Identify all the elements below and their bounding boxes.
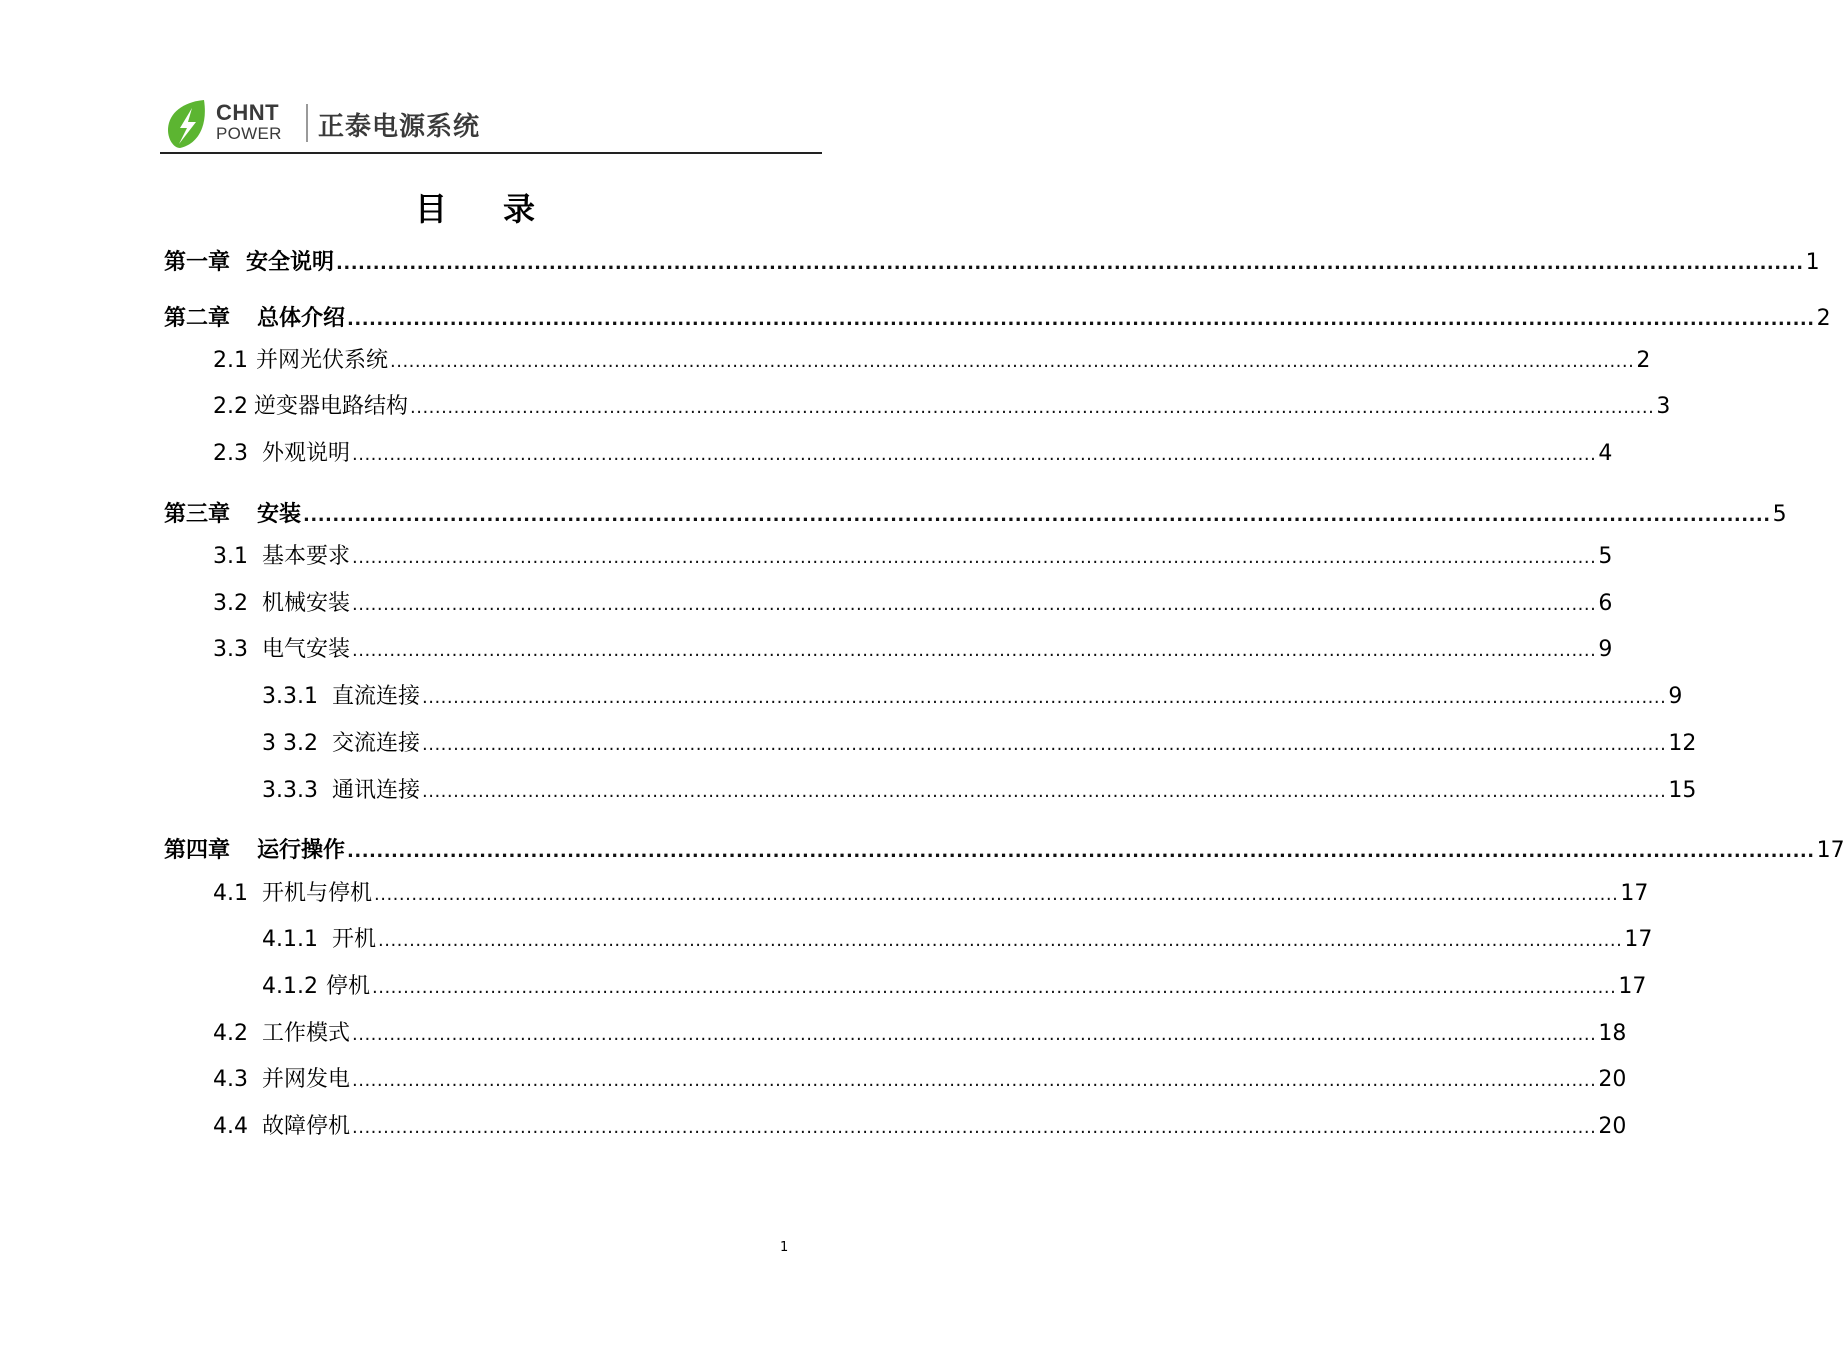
toc-entry-number: 第一章 (164, 250, 231, 275)
toc-entry-number: 4.4 (213, 1114, 248, 1139)
toc-entry-chapter-2[interactable] (164, 304, 1831, 334)
toc-entry-title: 通讯连接 (331, 778, 420, 803)
header-divider (160, 152, 822, 154)
toc-entry-3-3-3[interactable] (262, 776, 1697, 806)
toc-entry-page: 5 (1598, 544, 1613, 569)
toc-entry-page: 18 (1598, 1021, 1627, 1046)
toc-entry-page: 3 (1656, 394, 1671, 419)
toc-entry-4-1-2[interactable] (262, 972, 1647, 1002)
toc-entry-number: 2.2 (213, 394, 248, 419)
toc-entry-chapter-1[interactable] (164, 248, 1820, 278)
brand-name-sub: POWER (216, 124, 282, 143)
toc-entry-2-3[interactable] (213, 439, 1613, 469)
toc-entry-page: 2 (1636, 348, 1651, 373)
toc-entry-title: 基本要求 (262, 544, 351, 569)
toc-leader-dots: ........................................................................................................................................................................................................ (374, 884, 1619, 905)
brand-name-en: CHNT (216, 100, 280, 125)
toc-leader-dots: ........................................................................................................................................................................................................ (352, 640, 1597, 661)
toc-entry-number: 3.1 (213, 544, 248, 569)
toc-entry-number: 3.3.1 (262, 684, 318, 709)
toc-entry-title: 工作模式 (262, 1021, 351, 1046)
toc-entry-number: 第三章 (164, 502, 231, 527)
toc-entry-chapter-4[interactable] (164, 836, 1845, 866)
toc-title (0, 184, 950, 228)
toc-entry-page: 5 (1772, 502, 1787, 527)
toc-entry-title: 停机 (325, 974, 370, 999)
toc-entry-page: 2 (1816, 306, 1831, 331)
toc-leader-dots: ........................................................................................................................................................................................................ (378, 930, 1623, 951)
toc-entry-4-1-1[interactable] (262, 925, 1653, 955)
toc-entry-number: 4.2 (213, 1021, 248, 1046)
toc-leader-dots: ........................................................................................................................................................................................................ (352, 547, 1597, 568)
toc-entry-2-2[interactable] (213, 392, 1671, 422)
toc-entry-3-3-2[interactable] (262, 729, 1697, 759)
toc-entry-title: 安全说明 (246, 250, 335, 275)
toc-entry-number: 4.1.1 (262, 927, 318, 952)
toc-entry-title: 直流连接 (331, 684, 420, 709)
brand-separator (306, 104, 308, 142)
toc-entry-title: 总体介绍 (257, 306, 346, 331)
toc-entry-3-3[interactable] (213, 635, 1613, 665)
toc-leader-dots: ........................................................................................................................................................................................................ (410, 397, 1655, 418)
toc-entry-title: 交流连接 (331, 731, 420, 756)
toc-leader-dots: ........................................................................................................................................................................................................ (347, 841, 1815, 862)
toc-entry-title: 逆变器电路结构 (254, 394, 409, 419)
toc-entry-number: 3.3 (213, 637, 248, 662)
toc-leader-dots: ........................................................................................................................................................................................................ (352, 594, 1597, 615)
toc-leader-dots: ........................................................................................................................................................................................................ (422, 734, 1667, 755)
toc-entry-page: 17 (1618, 974, 1647, 999)
page-number: 1 (780, 1240, 789, 1255)
toc-entry-4-1[interactable] (213, 879, 1649, 909)
toc-entry-title: 运行操作 (257, 838, 346, 863)
toc-entry-title: 并网发电 (262, 1067, 351, 1092)
toc-leader-dots: ........................................................................................................................................................................................................ (422, 687, 1667, 708)
toc-entry-title: 外观说明 (262, 441, 351, 466)
toc-entry-title: 安装 (257, 502, 302, 527)
toc-entry-page: 17 (1620, 881, 1649, 906)
toc-entry-number: 3 3.2 (262, 731, 318, 756)
toc-entry-page: 15 (1668, 778, 1697, 803)
toc-entry-number: 2.3 (213, 441, 248, 466)
toc-entry-title: 开机 (331, 927, 376, 952)
toc-leader-dots: ........................................................................................................................................................................................................ (352, 1070, 1597, 1091)
toc-entry-3-2[interactable] (213, 589, 1613, 619)
toc-entry-page: 4 (1598, 441, 1613, 466)
toc-title-left: 目 (414, 190, 447, 228)
toc-entry-title: 电气安装 (262, 637, 351, 662)
toc-entry-number: 4.1.2 (262, 974, 318, 999)
toc-leader-dots: ........................................................................................................................................................................................................ (352, 1117, 1597, 1138)
toc-entry-title: 并网光伏系统 (256, 348, 389, 373)
toc-leader-dots: ........................................................................................................................................................................................................ (372, 977, 1617, 998)
toc-entry-chapter-3[interactable] (164, 500, 1787, 530)
toc-entry-number: 2.1 (213, 348, 248, 373)
toc-leader-dots: ........................................................................................................................................................................................................ (352, 444, 1597, 465)
brand-name-cn: 正泰电源系统 (318, 112, 481, 142)
toc-entry-page: 20 (1598, 1114, 1627, 1139)
toc-entry-number: 4.1 (213, 881, 248, 906)
toc-entry-page: 12 (1668, 731, 1697, 756)
toc-entry-page: 1 (1805, 250, 1820, 275)
toc-leader-dots: ........................................................................................................................................................................................................ (347, 309, 1815, 330)
leaf-lightning-icon (164, 98, 210, 150)
toc-entry-title: 故障停机 (262, 1114, 351, 1139)
toc-entry-page: 17 (1816, 838, 1845, 863)
toc-entry-title: 开机与停机 (262, 881, 373, 906)
toc-leader-dots: ........................................................................................................................................................................................................ (303, 505, 1771, 526)
toc-entry-number: 第二章 (164, 306, 231, 331)
toc-entry-3-3-1[interactable] (262, 682, 1683, 712)
toc-leader-dots: ........................................................................................................................................................................................................ (352, 1024, 1597, 1045)
toc-title-right: 录 (503, 190, 536, 228)
document-header (160, 96, 822, 154)
toc-entry-page: 20 (1598, 1067, 1627, 1092)
toc-entry-3-1[interactable] (213, 542, 1613, 572)
toc-entry-page: 9 (1668, 684, 1683, 709)
brand-logo-text (216, 101, 302, 143)
toc-entry-page: 17 (1624, 927, 1653, 952)
toc-entry-title: 机械安装 (262, 591, 351, 616)
toc-entry-2-1[interactable] (213, 346, 1651, 376)
toc-entry-page: 9 (1598, 637, 1613, 662)
toc-leader-dots: ........................................................................................................................................................................................................ (390, 351, 1635, 372)
toc-leader-dots: ........................................................................................................................................................................................................ (336, 253, 1804, 274)
toc-entry-number: 3.3.3 (262, 778, 318, 803)
toc-leader-dots: ........................................................................................................................................................................................................ (422, 781, 1667, 802)
toc-entry-4-2[interactable] (213, 1019, 1627, 1049)
toc-entry-4-3[interactable] (213, 1065, 1627, 1095)
toc-entry-page: 6 (1598, 591, 1613, 616)
toc-entry-number: 第四章 (164, 838, 231, 863)
toc-entry-4-4[interactable] (213, 1112, 1627, 1142)
toc-entry-number: 3.2 (213, 591, 248, 616)
toc-entry-number: 4.3 (213, 1067, 248, 1092)
